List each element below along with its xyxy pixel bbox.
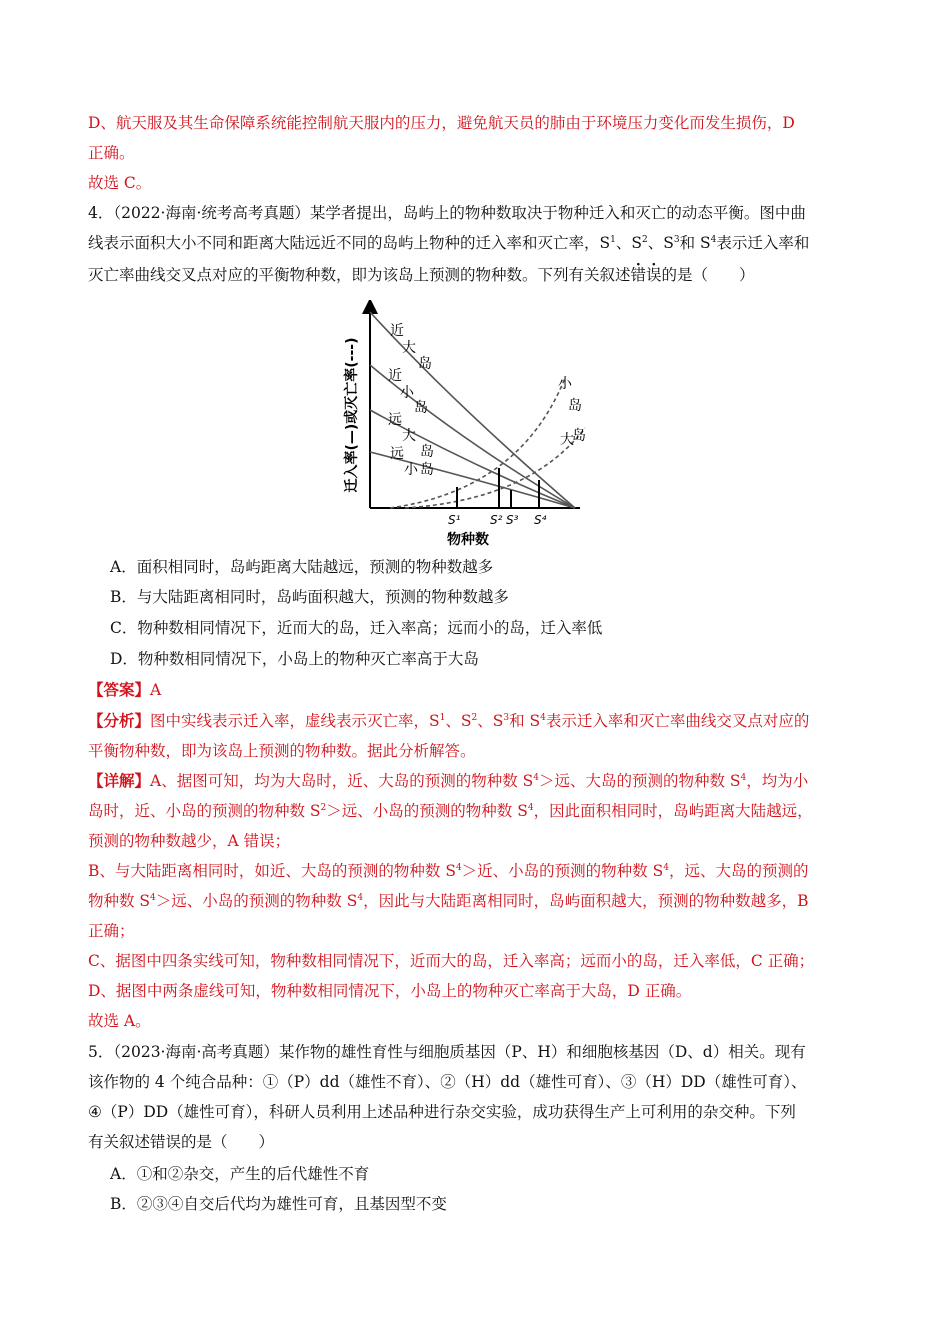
- q4-detail-line3: 预测的物种数越少，A 错误；: [88, 832, 291, 850]
- y-axis-label: 迁入率(—)或灭亡率(---): [344, 337, 360, 493]
- species-equilibrium-figure: [330, 300, 620, 550]
- label-near-large-3: 岛: [418, 356, 432, 372]
- q4-analysis-line2: 平衡物种数，即为该岛上预测的物种数。据此分析解答。: [88, 742, 476, 760]
- prev-option-d-explanation: D、航天服及其生命保障系统能控制航天服内的压力，避免航天员的肺由于环境压力变化而发生损伤，D: [88, 114, 795, 132]
- label-far-large-1: 远: [388, 412, 402, 428]
- label-near-small-1: 近: [388, 368, 402, 384]
- prev-final-answer: 故选 C。: [88, 174, 152, 192]
- label-far-small-2: 小: [404, 462, 418, 478]
- x-axis-label: 物种数: [447, 532, 489, 548]
- label-small-island-1: 小: [558, 376, 572, 392]
- q4-detail-line1: 【详解】A、据图可知，均为大岛时，近、大岛的预测的物种数 $S^4>$远、大岛的预测的物种数 $S^4$，均为小: [88, 771, 809, 790]
- label-far-small-3: 岛: [420, 462, 434, 478]
- q4-stem-line3: 灭亡率曲线交叉点对应的平衡物种数，即为该岛上预测的物种数。下列有关叙述错误的是（ ）: [88, 266, 755, 284]
- q4-final-answer: 故选 A。: [88, 1012, 151, 1030]
- s1-label: S¹: [448, 513, 461, 527]
- label-large-island-2: 岛: [572, 428, 586, 444]
- q4-detail-line7: C、据图中四条实线可知，物种数相同情况下，近而大的岛，迁入率高；远而小的岛，迁入率低，C 正确；: [88, 952, 815, 970]
- q4-option-c: C．物种数相同情况下，近而大的岛，迁入率高；远而小的岛，迁入率低: [110, 619, 603, 637]
- label-large-island-1: 大: [560, 432, 574, 448]
- q5-stem-line2: 该作物的 4 个纯合品种：①（P）dd（雄性不育）、②（H）dd（雄性可育）、③（H）DD（雄性可育）、: [88, 1073, 807, 1091]
- prev-option-d-explanation-cont: 正确。: [88, 144, 135, 162]
- q4-answer: 【答案】A: [88, 680, 162, 699]
- label-far-small-1: 远: [390, 446, 404, 462]
- q4-option-a: A．面积相同时，岛屿距离大陆越远，预测的物种数越多: [110, 558, 494, 576]
- label-far-large-2: 大: [402, 428, 416, 444]
- q4-detail-line2: 岛时，近、小岛的预测的物种数 $S^2>$远、小岛的预测的物种数 $S^4$，因此面积相同时，岛屿距离大陆越远，: [88, 802, 813, 820]
- q4-option-b: B．与大陆距离相同时，岛屿面积越大，预测的物种数越多: [110, 588, 509, 606]
- s3-label: S³: [506, 513, 519, 527]
- s2-label: S²: [490, 513, 503, 527]
- q4-analysis-line1: 【分析】图中实线表示迁入率，虚线表示灭亡率，$S^1$、$S^2$、$S^3$和 $S^4$表示迁入率和灭亡率曲线交叉点对应的: [88, 711, 810, 730]
- q5-stem-line1: 5．（2023·海南·高考真题）某作物的雄性育性与细胞质基因（P、H）和细胞核基因（D、d）相关。现有: [88, 1043, 806, 1061]
- label-far-large-3: 岛: [420, 444, 434, 460]
- q4-detail-line6: 正确；: [88, 922, 135, 940]
- q5-stem-line3: ④（P）DD（雄性可育），科研人员利用上述品种进行杂交实验，成功获得生产上可利用的杂交种。下列: [88, 1103, 796, 1121]
- q5-option-b: B．②③④自交后代均为雄性可育，且基因型不变: [110, 1195, 447, 1213]
- q4-stem-line1: 4．（2022·海南·统考高考真题）某学者提出，岛屿上的物种数取决于物种迁入和灭亡的动态平衡。图中曲: [88, 204, 806, 222]
- q4-option-d: D．物种数相同情况下，小岛上的物种灭亡率高于大岛: [110, 650, 479, 668]
- label-near-large-2: 大: [402, 340, 416, 356]
- q5-option-a: A．①和②杂交，产生的后代雄性不育: [110, 1165, 370, 1183]
- q4-detail-line5: 物种数 $S^4>$远、小岛的预测的物种数 $S^4$，因此与大陆距离相同时，岛屿面积越大，预测的物种数越多，B: [88, 892, 809, 910]
- q4-detail-line8: D、据图中两条虚线可知，物种数相同情况下，小岛上的物种灭亡率高于大岛，D 正确。: [88, 982, 692, 1000]
- q5-stem-line4: 有关叙述错误的是（ ）: [88, 1133, 275, 1151]
- q4-detail-line4: B、与大陆距离相同时，如近、大岛的预测的物种数 $S^4>$近、小岛的预测的物种数 $S^4$，远、大岛的预测的: [88, 862, 809, 880]
- label-near-small-2: 小: [400, 385, 414, 401]
- label-near-large-1: 近: [390, 323, 404, 339]
- label-small-island-2: 岛: [568, 398, 582, 414]
- label-near-small-3: 岛: [414, 400, 428, 416]
- s4-label: S⁴: [534, 513, 547, 527]
- q4-stem-line2: 线表示面积大小不同和距离大陆远近不同的岛屿上物种的迁入率和灭亡率，$S^1$、$S^2$、$S^3$和 $S^4$表示迁入率和: [88, 234, 810, 252]
